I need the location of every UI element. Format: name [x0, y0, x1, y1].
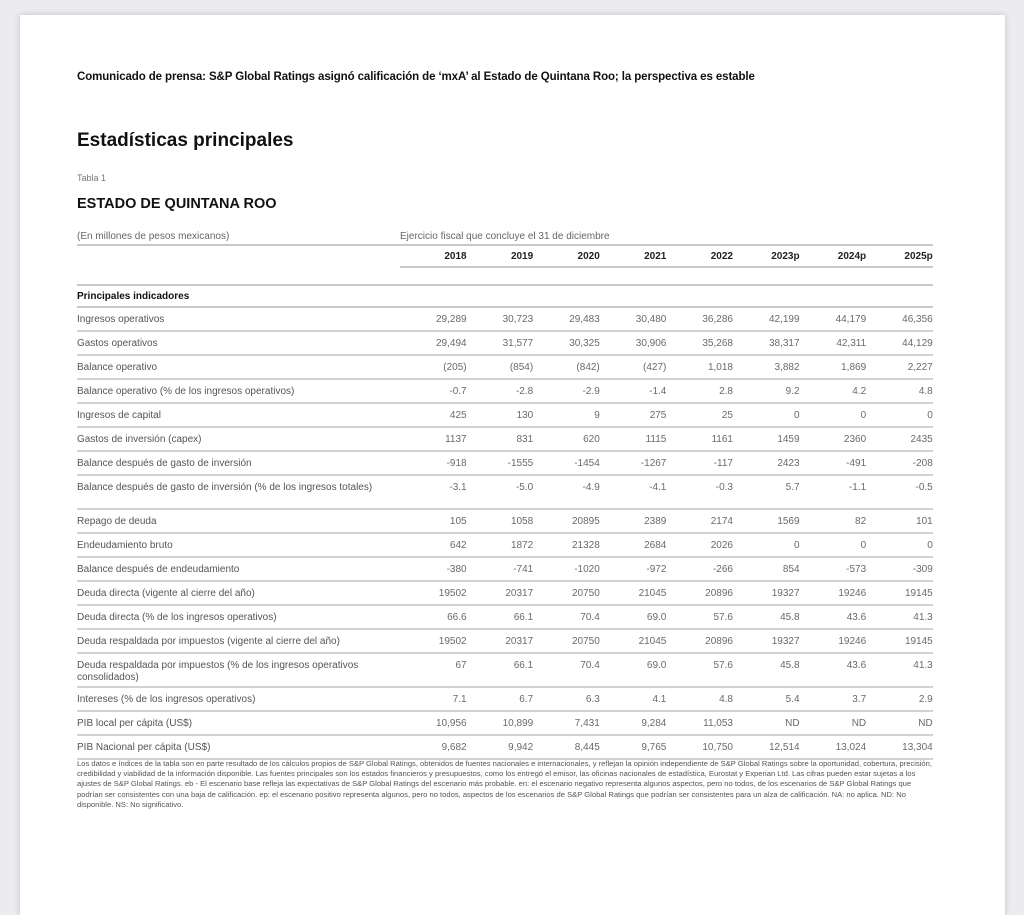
cell-value: -266	[712, 564, 733, 575]
cell-value: 20896	[705, 636, 733, 647]
row-label: PIB Nacional per cápita (US$)	[77, 742, 211, 753]
cell-value: 1,869	[841, 362, 867, 373]
row-values	[400, 582, 933, 599]
document-page	[20, 15, 1005, 915]
row-values	[400, 308, 933, 325]
row-label: Ingresos de capital	[77, 410, 161, 421]
row-label: Gastos operativos	[77, 338, 158, 349]
cell-value: 2174	[710, 516, 733, 527]
cell-value: 19145	[904, 588, 933, 599]
cell-value: 19502	[438, 636, 467, 647]
cell-value: 9	[594, 410, 600, 421]
cell-value: -0.3	[715, 482, 733, 493]
cell-value: -2.8	[515, 386, 534, 397]
cell-value: 30,906	[635, 338, 667, 349]
row-values	[400, 736, 933, 753]
cell-value: 2435	[910, 434, 933, 445]
year-header: 2024p	[837, 250, 867, 262]
year-header: 2018	[444, 250, 467, 262]
cell-value: 9.2	[785, 386, 800, 397]
release-title: Comunicado de prensa: S&P Global Ratings asignó calificación de ‘mxA’ al Estado de Quintana Roo; la perspectiva es estable	[77, 71, 755, 83]
cell-value: 21045	[638, 588, 667, 599]
cell-value: -4.9	[582, 482, 600, 493]
cell-value: ND	[918, 718, 933, 729]
cell-value: 20317	[505, 588, 534, 599]
row-label: PIB local per cápita (US$)	[77, 718, 193, 729]
row-label: Deuda respaldada por impuestos (% de los ingresos operativos consolidados)	[77, 660, 359, 683]
table-row	[77, 356, 933, 380]
cell-value: 10,750	[702, 742, 733, 753]
row-label: Balance después de gasto de inversión	[77, 458, 252, 469]
cell-value: 20895	[571, 516, 600, 527]
cell-value: -1.4	[649, 386, 667, 397]
row-label: Ingresos operativos	[77, 314, 165, 325]
row-label: Balance después de gasto de inversión (% de los ingresos totales)	[77, 482, 373, 493]
cell-value: 2360	[843, 434, 867, 445]
row-values	[400, 332, 933, 349]
cell-value: 2389	[644, 516, 667, 527]
cell-value: 30,480	[635, 314, 667, 325]
year-header: 2025p	[904, 250, 933, 262]
table-body	[77, 308, 933, 760]
table-row	[77, 404, 933, 428]
cell-value: (205)	[443, 362, 467, 373]
row-values	[400, 712, 933, 729]
header-spacer	[77, 268, 933, 286]
cell-value: 7.1	[452, 694, 467, 705]
cell-value: 19246	[838, 636, 867, 647]
table-row	[77, 606, 933, 630]
cell-value: 2.9	[918, 694, 933, 705]
cell-value: 831	[516, 434, 534, 445]
cell-value: 69.0	[646, 612, 667, 623]
cell-value: -208	[912, 458, 933, 469]
cell-value: 20317	[505, 636, 534, 647]
cell-value: 30,325	[569, 338, 600, 349]
cell-value: 57.6	[713, 660, 733, 671]
cell-value: -380	[446, 564, 467, 575]
cell-value: 11,053	[703, 718, 733, 729]
row-label: Repago de deuda	[77, 516, 157, 527]
cell-value: 82	[855, 516, 867, 527]
cell-value: 1058	[510, 516, 534, 527]
cell-value: 6.3	[585, 694, 600, 705]
row-values	[400, 534, 933, 551]
cell-value: 7,431	[574, 718, 600, 729]
cell-value: 0	[927, 540, 933, 551]
group-header: Principales indicadores	[77, 286, 933, 308]
cell-value: 4.8	[918, 386, 933, 397]
cell-value: 70.4	[580, 660, 600, 671]
cell-value: -1020	[574, 564, 600, 575]
cell-value: (854)	[509, 362, 534, 373]
cell-value: 0	[794, 410, 800, 421]
cell-value: -918	[446, 458, 467, 469]
cell-value: 12,514	[768, 742, 800, 753]
cell-value: 25	[721, 410, 733, 421]
table-row	[77, 736, 933, 760]
row-values	[400, 688, 933, 705]
table-row	[77, 510, 933, 534]
cell-value: 10,956	[436, 718, 467, 729]
table-row	[77, 452, 933, 476]
statistics-table	[77, 244, 933, 760]
cell-value: 4.8	[719, 694, 733, 705]
cell-value: 20750	[571, 636, 600, 647]
cell-value: 41.3	[913, 612, 933, 623]
cell-value: 10,899	[502, 718, 534, 729]
year-header: 2021	[644, 250, 667, 262]
cell-value: -1454	[574, 458, 600, 469]
cell-value: 1459	[777, 434, 800, 445]
cell-value: 2684	[644, 540, 667, 551]
cell-value: 42,199	[768, 314, 800, 325]
cell-value: 19502	[438, 588, 467, 599]
cell-value: 4.2	[852, 386, 867, 397]
cell-value: -4.1	[649, 482, 667, 493]
cell-value: 13,024	[835, 742, 867, 753]
row-values	[400, 380, 933, 397]
cell-value: 6.7	[519, 694, 534, 705]
cell-value: -309	[912, 564, 933, 575]
cell-value: 425	[449, 410, 467, 421]
cell-value: 69.0	[646, 660, 667, 671]
year-header: 2022	[710, 250, 733, 262]
row-label: Balance operativo (% de los ingresos operativos)	[77, 386, 295, 397]
table-label: Tabla 1	[77, 173, 107, 183]
cell-value: 31,577	[502, 338, 534, 349]
cell-value: 5.4	[785, 694, 800, 705]
table-row	[77, 308, 933, 332]
cell-value: 9,284	[641, 718, 667, 729]
row-label: Endeudamiento bruto	[77, 540, 173, 551]
cell-value: 5.7	[785, 482, 800, 493]
table-row	[77, 558, 933, 582]
cell-value: -5.0	[515, 482, 534, 493]
section-title: Estadísticas principales	[77, 130, 294, 151]
cell-value: 0	[860, 410, 867, 421]
cell-value: 20896	[705, 588, 733, 599]
cell-value: 19327	[771, 588, 800, 599]
cell-value: 9,942	[508, 742, 534, 753]
row-values	[400, 452, 933, 469]
cell-value: 67	[455, 660, 467, 671]
cell-value: 9,682	[441, 742, 467, 753]
cell-value: 46,356	[902, 314, 933, 325]
cell-value: 854	[782, 564, 800, 575]
cell-value: 2,227	[907, 362, 933, 373]
table-row	[77, 534, 933, 558]
cell-value: 57.6	[713, 612, 733, 623]
cell-value: 70.4	[580, 612, 600, 623]
cell-value: 642	[449, 540, 467, 551]
cell-value: -972	[646, 564, 667, 575]
cell-value: 1,018	[707, 362, 733, 373]
cell-value: 38,317	[768, 338, 800, 349]
cell-value: 19327	[771, 636, 800, 647]
cell-value: 0	[794, 540, 800, 551]
cell-value: -1.1	[848, 482, 867, 493]
cell-value: 3.7	[852, 694, 867, 705]
cell-value: 66.1	[513, 660, 534, 671]
cell-value: 2.8	[719, 386, 733, 397]
row-label: Deuda directa (% de los ingresos operativos)	[77, 612, 277, 623]
cell-value: 43.6	[846, 660, 867, 671]
cell-value: 66.6	[447, 612, 467, 623]
cell-value: 42,311	[836, 338, 867, 349]
cell-value: ND	[785, 718, 800, 729]
row-values	[400, 404, 933, 421]
cell-value: 21045	[638, 636, 667, 647]
cell-value: 1161	[711, 434, 733, 445]
row-label: Intereses (% de los ingresos operativos)	[77, 694, 256, 705]
cell-value: 0	[927, 410, 933, 421]
year-header: 2020	[577, 250, 600, 262]
cell-value: 2423	[777, 458, 800, 469]
row-label: Balance después de endeudamiento	[77, 564, 240, 575]
cell-value: 29,289	[436, 314, 467, 325]
cell-value: -491	[846, 458, 867, 469]
cell-value: 1115	[645, 434, 667, 445]
cell-value: 44,129	[902, 338, 933, 349]
cell-value: 19145	[904, 636, 933, 647]
cell-value: 21328	[571, 540, 600, 551]
units-note: (En millones de pesos mexicanos)	[77, 231, 230, 242]
table-row	[77, 380, 933, 404]
row-label: Deuda directa (vigente al cierre del año)	[77, 588, 255, 599]
table-row	[77, 712, 933, 736]
cell-value: 620	[583, 434, 600, 445]
cell-value: -0.5	[915, 482, 933, 493]
cell-value: 29,483	[569, 314, 600, 325]
cell-value: 9,765	[641, 742, 667, 753]
cell-value: 19246	[838, 588, 867, 599]
cell-value: -0.7	[449, 386, 467, 397]
cell-value: 20750	[571, 588, 600, 599]
row-values	[400, 356, 933, 373]
table-row	[77, 428, 933, 452]
cell-value: 43.6	[846, 612, 867, 623]
cell-value: 105	[449, 516, 467, 527]
table-title: ESTADO DE QUINTANA ROO	[77, 196, 277, 212]
cell-value: 45.8	[780, 612, 800, 623]
cell-value: (842)	[576, 362, 600, 373]
row-values	[400, 428, 933, 445]
cell-value: 45.8	[780, 660, 800, 671]
cell-value: 30,723	[502, 314, 534, 325]
cell-value: -1267	[640, 458, 667, 469]
table-row	[77, 476, 933, 510]
cell-value: -117	[713, 458, 733, 469]
fiscal-year-note: Ejercicio fiscal que concluye el 31 de diciembre	[400, 231, 610, 242]
table-row	[77, 654, 933, 688]
row-values	[400, 558, 933, 575]
cell-value: ND	[851, 718, 867, 729]
cell-value: 41.3	[913, 660, 933, 671]
row-values	[400, 606, 933, 623]
table-footnote: Los datos e índices de la tabla son en parte resultado de los cálculos propios de S&P Global Ratings, obtenidos de fuentes nacionales e internacionales, y reflejan la opinión independiente de S&P Global Ratings sobre la oportunidad, cobertura, precisión, credibilidad y viabilidad de la información disponible. Las fuentes principales son los estados financieros y presupuestos, como los entregó el emisor, las oficinas nacionales de estadística, Eurostat y Experian Ltd. Las cifras pueden estar sujetas a los ajustes de S&P Global Ratings. eb - El escenario base refleja las expectativas de S&P Global Ratings del escenario más probable. en: el escenario negativo representa algunos aspectos, pero no todos, de los escenarios de S&P Global Ratings que podrían ser consistentes con una baja de calificación. ep: el escenario positivo representa algunos, pero no todos, aspectos de los escenarios de S&P Global Ratings que podrían ser consistentes para un alza de calificación. NA: no aplica. ND: No disponible. NS: No significativo.	[77, 759, 932, 809]
cell-value: 13,304	[902, 742, 933, 753]
cell-value: -573	[846, 564, 867, 575]
cell-value: 275	[649, 410, 667, 421]
table-row	[77, 688, 933, 712]
cell-value: -2.9	[582, 386, 600, 397]
row-values	[400, 654, 933, 671]
table-row	[77, 630, 933, 654]
cell-value: 36,286	[702, 314, 733, 325]
cell-value: 4.1	[652, 694, 667, 705]
cell-value: 35,268	[702, 338, 733, 349]
year-header: 2019	[510, 250, 534, 262]
cell-value: 8,445	[574, 742, 600, 753]
cell-value: 3,882	[774, 362, 800, 373]
cell-value: 1569	[777, 516, 800, 527]
row-label: Balance operativo	[77, 362, 158, 373]
year-header: 2023p	[771, 250, 800, 262]
table-row	[77, 332, 933, 356]
cell-value: 0	[860, 540, 867, 551]
cell-value: -1555	[507, 458, 534, 469]
cell-value: 29,494	[436, 338, 467, 349]
row-label: Deuda respaldada por impuestos (vigente al cierre del año)	[77, 636, 340, 647]
cell-value: -741	[513, 564, 534, 575]
row-values	[400, 476, 933, 493]
cell-value: 1872	[510, 540, 534, 551]
cell-value: -3.1	[449, 482, 467, 493]
cell-value: 2026	[710, 540, 733, 551]
year-header-row	[400, 246, 933, 268]
row-values	[400, 510, 933, 527]
cell-value: 101	[916, 516, 933, 527]
cell-value: 130	[516, 410, 534, 421]
cell-value: 44,179	[835, 314, 867, 325]
cell-value: (427)	[643, 362, 667, 373]
row-values	[400, 630, 933, 647]
table-row	[77, 582, 933, 606]
cell-value: 1137	[445, 434, 467, 445]
cell-value: 66.1	[513, 612, 534, 623]
row-label: Gastos de inversión (capex)	[77, 434, 202, 445]
